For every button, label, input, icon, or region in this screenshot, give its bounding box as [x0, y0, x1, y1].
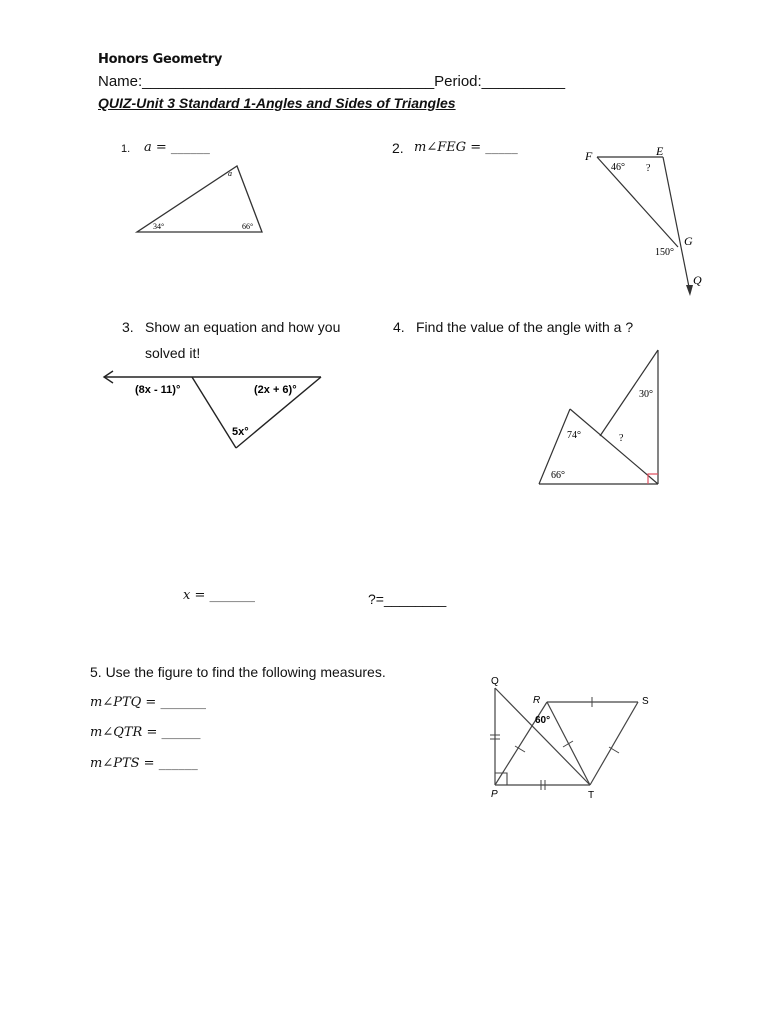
- q1-angle-a: a: [228, 169, 232, 178]
- q1-prompt: a = ______: [144, 140, 210, 155]
- q3-angle-bottom: 5x°: [232, 426, 249, 438]
- q1-angle-66: 66°: [242, 222, 254, 231]
- q5-angle-60: 60°: [535, 715, 551, 726]
- q5-item-pts: m∠PTS = ______: [90, 756, 198, 771]
- q1-angle-34: 34°: [153, 222, 165, 231]
- quiz-title: QUIZ-Unit 3 Standard 1-Angles and Sides of Triangles: [98, 95, 456, 111]
- q3-number: 3.: [122, 319, 134, 335]
- q2-label-G: G: [684, 234, 693, 248]
- q2-number: 2.: [392, 140, 404, 156]
- q2-label-E: E: [656, 144, 664, 158]
- q3-angle-ext: (8x - 11)°: [135, 384, 181, 396]
- q2-prompt: m∠FEG = _____: [414, 140, 518, 155]
- q2-label-Q: Q: [693, 273, 702, 287]
- q4-angle-unknown: ?: [619, 433, 624, 444]
- q3-prompt-line1: Show an equation and how you: [145, 319, 341, 335]
- q4-angle-66: 66°: [551, 470, 565, 481]
- course-title: Honors Geometry: [98, 52, 223, 67]
- q5-item-ptq: m∠PTQ = _______: [90, 695, 206, 710]
- q2-label-F: F: [585, 149, 593, 163]
- q5-label-S: S: [642, 696, 649, 707]
- q5-prompt: 5. Use the figure to find the following measures.: [90, 664, 386, 680]
- q5-item-qtr: m∠QTR = ______: [90, 725, 201, 740]
- q5-label-P: P: [491, 789, 498, 800]
- q4-prompt: Find the value of the angle with a ?: [416, 319, 634, 335]
- q4-angle-30: 30°: [639, 389, 653, 400]
- q4-answer: ?=________: [368, 591, 447, 607]
- q1-number: 1.: [121, 143, 131, 155]
- q3-answer: x = _______: [183, 588, 255, 603]
- q4-angle-74: 74°: [567, 430, 581, 441]
- q4-number: 4.: [393, 319, 405, 335]
- q5-label-T: T: [588, 790, 595, 801]
- name-period-line: Name:___________________________________Period:__________: [98, 73, 566, 90]
- q2-angle-150: 150°: [655, 247, 674, 258]
- q5-label-Q: Q: [491, 676, 499, 687]
- q2-angle-46: 46°: [611, 162, 625, 173]
- q5-label-R: R: [533, 695, 541, 706]
- q3-prompt-line2: solved it!: [145, 345, 201, 361]
- q2-angle-unknown: ?: [646, 163, 651, 174]
- q5-segment-ST: [590, 702, 638, 785]
- q3-angle-right: (2x + 6)°: [254, 384, 297, 396]
